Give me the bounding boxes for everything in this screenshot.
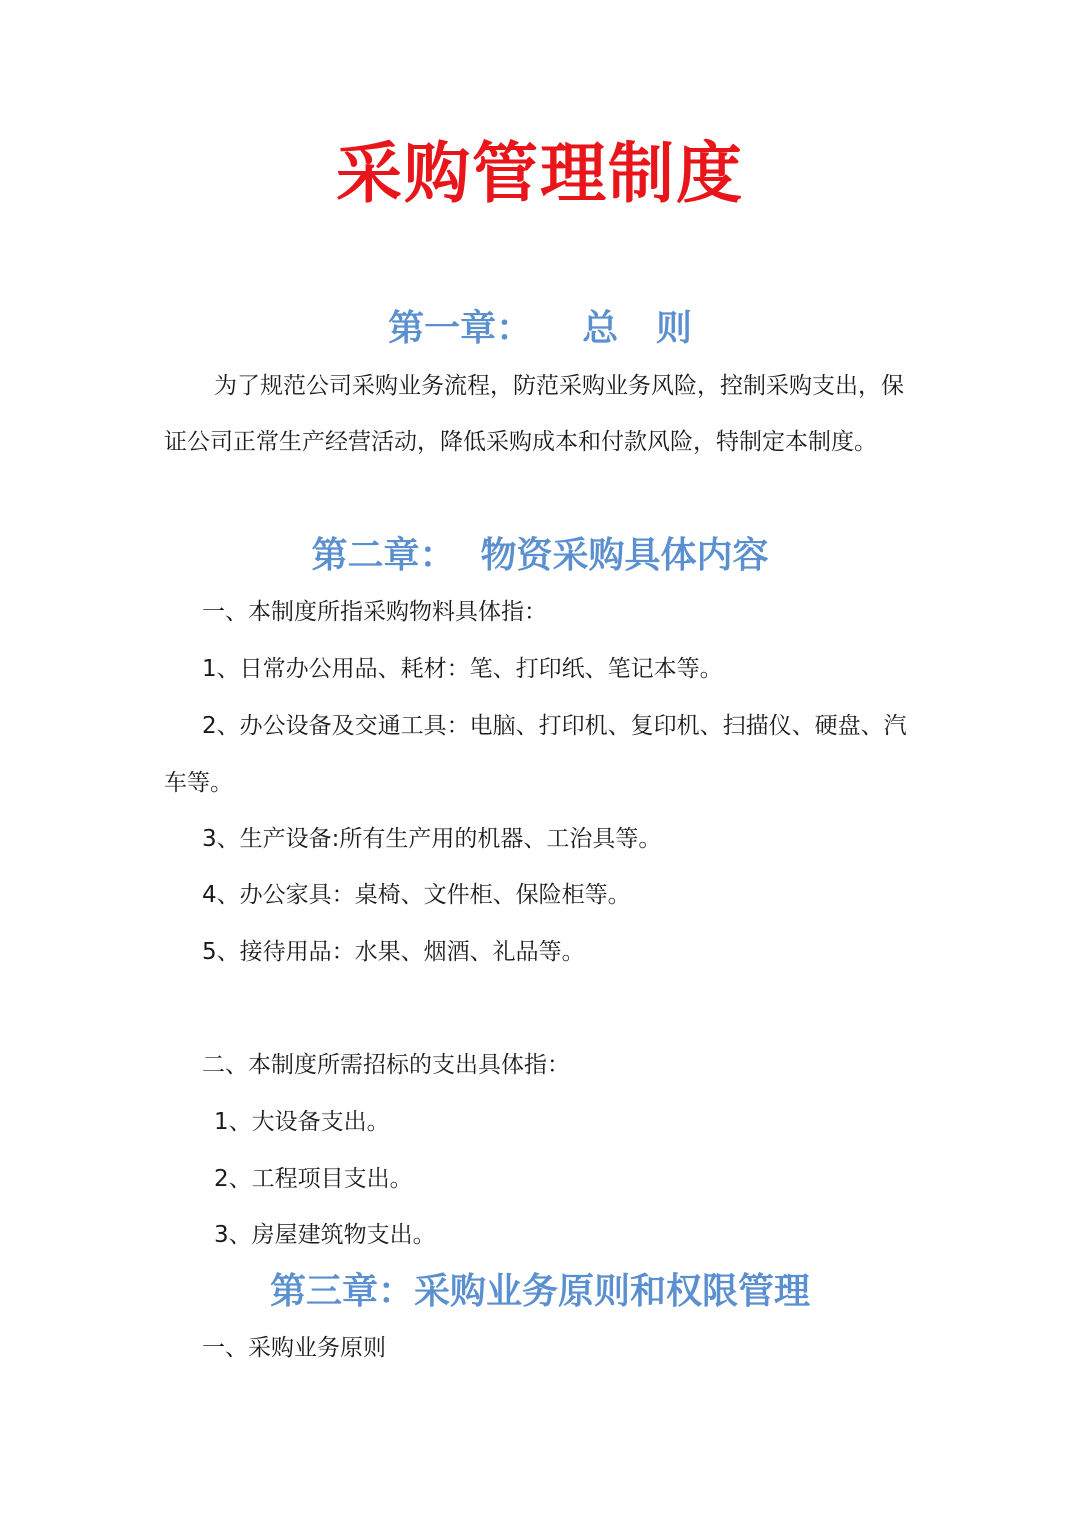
chapter-3-heading: 第三章：采购业务原则和权限管理 [269, 1271, 810, 1312]
list-item: 1、大设备支出。 [214, 1109, 390, 1135]
list-item: 3、生产设备:所有生产用的机器、工治具等。 [202, 826, 662, 852]
chapter-2-heading: 第二章： 物资采购具体内容 [311, 535, 769, 576]
section-heading: 一、本制度所指采购物料具体指： [202, 599, 547, 625]
chapter-1-paragraph: 为了规范公司采购业务流程，防范采购业务风险，控制采购支出，保证公司正常生产经营活动，降低采购成本和付款风险，特制定本制度。 [164, 373, 904, 455]
list-item: 1、日常办公用品、耗材：笔、打印纸、笔记本等。 [202, 656, 723, 682]
list-item: 2、办公设备及交通工具：电脑、打印机、复印机、扫描仪、硬盘、汽车等。 [164, 713, 907, 796]
chapter-1-heading: 第一章： 总 则 [388, 308, 692, 349]
section-heading: 二、本制度所需招标的支出具体指： [202, 1052, 570, 1078]
list-item: 4、办公家具：桌椅、文件柜、保险柜等。 [202, 882, 631, 908]
section-heading: 一、采购业务原则 [202, 1335, 386, 1361]
document-title: 采购管理制度 [336, 135, 744, 212]
list-item: 5、接待用品：水果、烟酒、礼品等。 [202, 939, 585, 965]
list-item: 3、房屋建筑物支出。 [214, 1222, 436, 1248]
list-item: 2、工程项目支出。 [214, 1166, 413, 1192]
